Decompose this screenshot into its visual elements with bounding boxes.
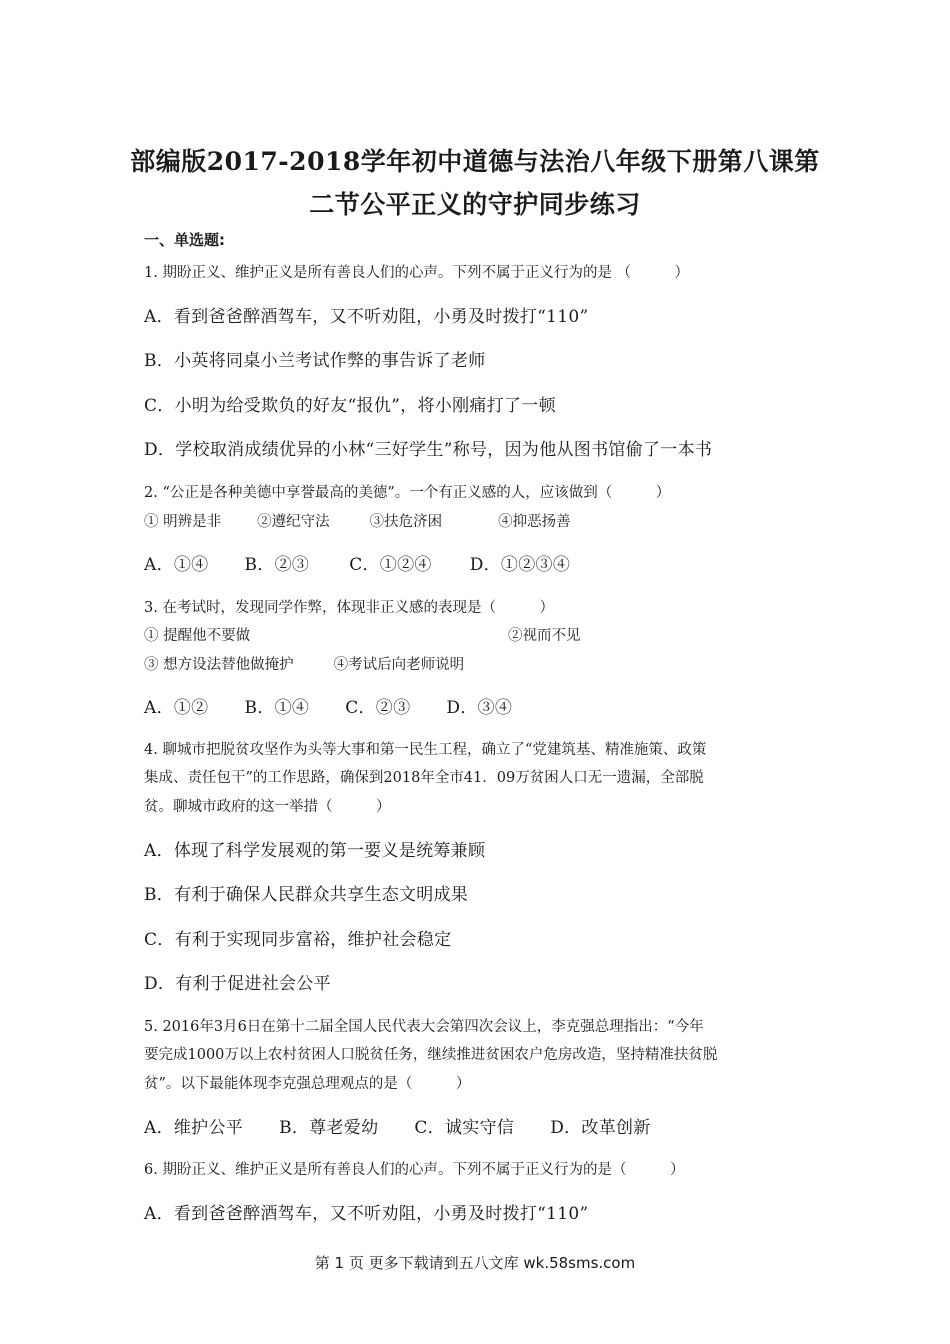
- question-1-option-a: A．看到爸爸醉酒驾车，又不听劝阻，小勇及时拨打“110”: [144, 307, 589, 327]
- question-1-stem: 1. 期盼正义、维护正义是所有善良人们的心声。下列不属于正义行为的是 （ ）: [144, 265, 690, 281]
- question-5-options: [144, 1113, 651, 1138]
- question-5-option-b: B．尊老爱幼: [279, 1118, 379, 1138]
- question-1-option-b: B．小英将同桌小兰考试作弊的事告诉了老师: [144, 351, 486, 371]
- question-3-item-1: ① 提醒他不要做: [144, 628, 251, 644]
- question-3-item-3: ③ 想方设法替他做掩护: [144, 657, 294, 673]
- question-3-option-a: A．①②: [144, 698, 209, 718]
- question-2-stem: 2. “公正是各种美德中享誉最高的美德”。一个有正义感的人，应该做到（ ）: [144, 485, 671, 501]
- question-5-option-c: C．诚实守信: [414, 1118, 515, 1138]
- question-3-items-3-4: [144, 653, 464, 674]
- question-3-options: [144, 693, 512, 718]
- question-3-item-2: ②视而不见: [508, 628, 581, 644]
- question-2-options: [144, 550, 570, 575]
- question-2-option-b: B．②③: [244, 555, 310, 575]
- question-3-option-d: D．③④: [446, 698, 513, 718]
- question-2-item-4: ④抑恶扬善: [498, 514, 571, 530]
- question-2-option-d: D．①②③④: [469, 555, 571, 575]
- question-4-option-c: C．有利于实现同步富裕，维护社会稳定: [144, 930, 452, 950]
- question-2-item-3: ③扶危济困: [369, 514, 443, 530]
- title-line-1: 部编版2017-2018学年初中道德与法治八年级下册第八课第: [130, 147, 820, 176]
- question-2-item-2: ②遵纪守法: [257, 514, 330, 530]
- question-6-option-a: A．看到爸爸醉酒驾车，又不听劝阻，小勇及时拨打“110”: [144, 1204, 589, 1224]
- question-1-option-d: D．学校取消成绩优异的小林“三好学生”称号，因为他从图书馆偷了一本书: [144, 440, 713, 460]
- question-1-option-c: C．小明为给受欺负的好友“报仇”，将小刚痛打了一顿: [144, 396, 556, 416]
- question-6-stem: 6. 期盼正义、维护正义是所有善良人们的心声。下列不属于正义行为的是（ ）: [144, 1162, 685, 1178]
- section-heading: 一、单选题:: [144, 231, 225, 249]
- question-4-option-a: A．体现了科学发展观的第一要义是统筹兼顾: [144, 841, 486, 861]
- question-3-item-4: ④考试后向老师说明: [333, 657, 465, 673]
- title-line-2: 二节公平正义的守护同步练习: [309, 190, 641, 219]
- question-4-option-b: B．有利于确保人民群众共享生态文明成果: [144, 885, 469, 905]
- question-5-option-a: A．维护公平: [144, 1118, 244, 1138]
- page-footer: 第 1 页 更多下载请到五八文库 wk.58sms.com: [314, 1254, 636, 1272]
- question-5-option-d: D．改革创新: [550, 1118, 651, 1138]
- question-2-option-c: C．①②④: [349, 555, 432, 575]
- question-5-stem-line-3: 贫”。以下最能体现李克强总理观点的是（ ）: [144, 1076, 471, 1092]
- question-4-option-d: D．有利于促进社会公平: [144, 974, 331, 994]
- question-2-items: [144, 510, 571, 531]
- question-4-stem-line-1: 4. 聊城市把脱贫攻坚作为头等大事和第一民生工程，确立了“党建筑基、精准施策、政策: [144, 742, 707, 758]
- question-2-option-a: A．①④: [144, 555, 209, 575]
- question-5-stem-line-1: 5. 2016年3月6日在第十二届全国人民代表大会第四次会议上，李克强总理指出：“今年: [144, 1019, 704, 1035]
- question-4-stem-line-3: 贫。聊城市政府的这一举措（ ）: [144, 799, 391, 815]
- question-2-item-1: ① 明辨是非: [144, 514, 222, 530]
- question-3-stem: 3. 在考试时，发现同学作弊，体现非正义感的表现是（ ）: [144, 600, 554, 616]
- question-5-stem-line-2: 要完成1000万以上农村贫困人口脱贫任务，继续推进贫困农户危房改造，坚持精准扶贫脱: [144, 1047, 718, 1063]
- question-4-stem-line-2: 集成、责任包干”的工作思路，确保到2018年全市41．09万贫困人口无一遗漏，全部脱: [144, 770, 704, 786]
- question-3-option-b: B．①④: [244, 698, 310, 718]
- question-3-option-c: C．②③: [345, 698, 411, 718]
